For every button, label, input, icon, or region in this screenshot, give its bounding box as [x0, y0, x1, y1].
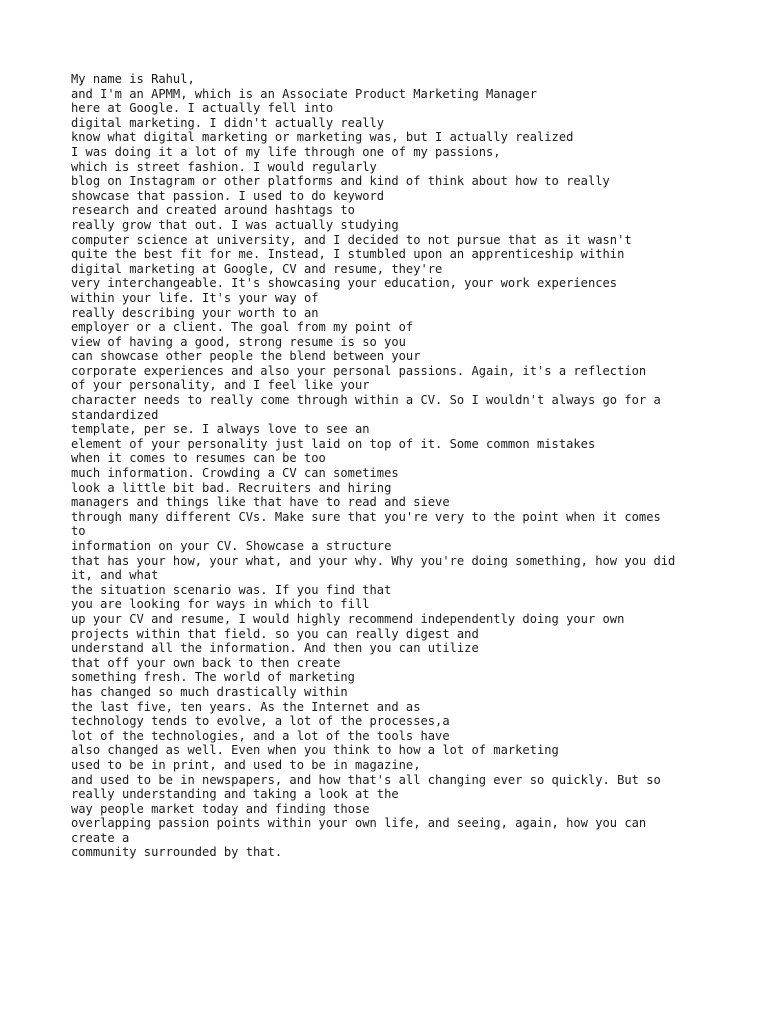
- transcript-line: overlapping passion points within your own life, and seeing, again, how you can: [71, 816, 647, 831]
- transcript-line: and I'm an APMM, which is an Associate Product Marketing Manager: [71, 86, 537, 101]
- transcript-line: it, and what: [71, 568, 159, 583]
- transcript-line: view of having a good, strong resume is so you: [71, 334, 406, 349]
- transcript-line: digital marketing at Google, CV and resume, they're: [71, 261, 443, 276]
- transcript-line: something fresh. The world of marketing: [71, 670, 355, 685]
- transcript-line: through many different CVs. Make sure that you're very to the point when it comes: [71, 509, 661, 524]
- transcript-line: lot of the technologies, and a lot of the tools have: [71, 728, 450, 743]
- transcript-line: information on your CV. Showcase a structure: [71, 539, 392, 553]
- transcript-line: used to be in print, and used to be in magazine,: [71, 757, 421, 772]
- transcript-line: when it comes to resumes can be too: [71, 451, 326, 466]
- transcript-line: computer science at university, and I decided to not pursue that as it wasn't: [71, 232, 632, 247]
- transcript-line: also changed as well. Even when you think to how a lot of marketing: [71, 743, 559, 758]
- transcript-line: the situation scenario was. If you find that: [71, 582, 392, 597]
- transcript-line: showcase that passion. I used to do keyword: [71, 188, 385, 203]
- transcript-line: has changed so much drastically within: [71, 684, 348, 699]
- transcript-line: quite the best fit for me. Instead, I stumbled upon an apprenticeship within: [71, 247, 625, 262]
- transcript-line: I was doing it a lot of my life through one of my passions,: [71, 144, 501, 159]
- transcript-line: look a little bit bad. Recruiters and hiring: [71, 480, 392, 495]
- transcript-line: that off your own back to then create: [71, 655, 341, 670]
- transcript-line: you are looking for ways in which to fill: [71, 597, 370, 612]
- transcript-line: community surrounded by that.: [71, 845, 283, 860]
- transcript-line: the last five, ten years. As the Internet and as: [71, 699, 421, 714]
- transcript-line: of your personality, and I feel like your: [71, 378, 370, 393]
- transcript-line: template, per se. I always love to see an: [71, 422, 370, 437]
- transcript-line: employer or a client. The goal from my point of: [71, 320, 414, 335]
- transcript-line: can showcase other people the blend between your: [71, 349, 421, 364]
- transcript-line: really describing your worth to an: [71, 305, 319, 320]
- transcript-line: create a: [71, 830, 130, 845]
- transcript-line: element of your personality just laid on top of it. Some common mistakes: [71, 436, 596, 451]
- transcript-line: which is street fashion. I would regularly: [71, 159, 377, 174]
- transcript-line: within your life. It's your way of: [71, 290, 319, 305]
- transcript-line: and used to be in newspapers, and how that's all changing ever so quickly. But so: [71, 772, 661, 787]
- transcript-line: digital marketing. I didn't actually really: [71, 115, 385, 130]
- transcript-line: much information. Crowding a CV can sometimes: [71, 466, 399, 481]
- transcript-line: projects within that field. so you can really digest and: [71, 626, 479, 641]
- transcript-line: that has your how, your what, and your why. Why you're doing something, how you did: [71, 553, 676, 568]
- transcript-line: up your CV and resume, I would highly recommend independently doing your own: [71, 611, 625, 626]
- transcript-line: research and created around hashtags to: [71, 203, 355, 218]
- transcript-line: here at Google. I actually fell into: [71, 101, 334, 116]
- transcript-line: character needs to really come through within a CV. So I wouldn't always go for a: [71, 393, 661, 408]
- transcript-line: really grow that out. I was actually studying: [71, 217, 399, 232]
- transcript-line: to: [71, 524, 86, 539]
- transcript-line: way people market today and finding those: [71, 801, 370, 816]
- transcript-line: corporate experiences and also your personal passions. Again, it's a reflection: [71, 363, 647, 378]
- transcript-line: know what digital marketing or marketing was, but I actually realized: [71, 130, 574, 145]
- transcript-line: really understanding and taking a look at the: [71, 787, 399, 802]
- transcript-line: very interchangeable. It's showcasing your education, your work experiences: [71, 276, 618, 291]
- transcript-line: blog on Instagram or other platforms and kind of think about how to really: [71, 174, 610, 189]
- transcript-line: managers and things like that have to read and sieve: [71, 495, 450, 510]
- transcript-line: technology tends to evolve, a lot of the processes,a: [71, 714, 450, 729]
- transcript-line: My name is Rahul,: [71, 72, 195, 86]
- transcript-line: understand all the information. And then you can utilize: [71, 641, 479, 656]
- transcript-line: standardized: [71, 407, 159, 422]
- transcript-text: [71, 72, 711, 860]
